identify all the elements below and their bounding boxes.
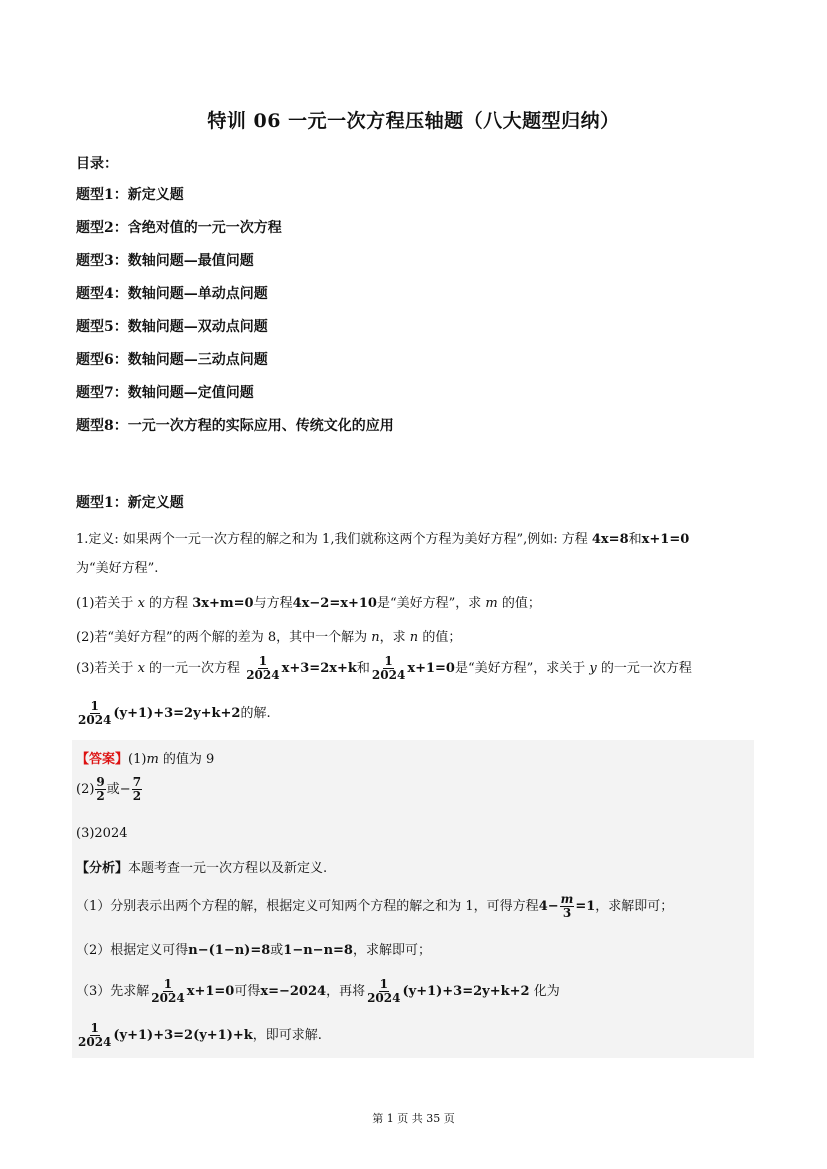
equation: 3x+m=0 bbox=[192, 596, 254, 611]
answer-2 bbox=[76, 776, 143, 803]
fraction: $\frac{1}{2024}$ bbox=[78, 1021, 112, 1049]
text: 是“美好方程”，求关于 bbox=[454, 661, 586, 676]
fraction: $\frac{m}{3}$ bbox=[560, 892, 574, 920]
toc-item: 题型6：数轴问题—三动点问题 bbox=[76, 352, 268, 368]
text: 的值为 9 bbox=[162, 752, 215, 767]
text: 的方程 bbox=[149, 596, 189, 611]
toc-item: 题型2：含绝对值的一元一次方程 bbox=[76, 220, 282, 236]
text: ，求解即可； bbox=[595, 899, 674, 914]
equation: =1 bbox=[575, 899, 596, 914]
equation: x+1=0 bbox=[641, 532, 690, 547]
text: 的解. bbox=[240, 706, 271, 721]
section-heading: 题型1：新定义题 bbox=[76, 495, 184, 511]
text: 是“美好方程”，求 bbox=[376, 596, 482, 611]
var-x: x bbox=[137, 596, 145, 611]
sub-question-2 bbox=[76, 626, 461, 645]
fraction: $\frac{1}{2024}$ bbox=[246, 654, 280, 682]
equation: x+1=0 bbox=[407, 661, 455, 676]
text: ，求解即可； bbox=[352, 943, 431, 958]
text: 的一元一次方程 bbox=[149, 661, 241, 676]
analysis-step-1 bbox=[76, 893, 673, 920]
analysis-step-2 bbox=[76, 939, 431, 958]
equation: (y+1)+3=2(y+1)+k bbox=[113, 1028, 253, 1043]
analysis-label: 【分析】 bbox=[76, 861, 129, 876]
fraction: $\frac{9}{2}$ bbox=[96, 775, 105, 803]
equation: x+3=2x+k bbox=[281, 661, 357, 676]
text: ，求 bbox=[379, 630, 406, 645]
fraction: $\frac{1}{2024}$ bbox=[371, 654, 406, 682]
text: 和 bbox=[356, 661, 370, 676]
sub-question-3-cont bbox=[76, 700, 271, 727]
fraction: $\frac{1}{2024}$ bbox=[151, 977, 185, 1005]
equation: x+1=0 bbox=[186, 984, 235, 999]
equation: 4x−2=x+10 bbox=[292, 596, 377, 611]
var-x: x bbox=[137, 661, 145, 676]
var-m: m bbox=[146, 752, 159, 767]
fraction: $\frac{1}{2024}$ bbox=[367, 977, 401, 1005]
analysis-step-3 bbox=[76, 978, 560, 1005]
var-y: y bbox=[589, 661, 597, 676]
answer-3: (3)2024 bbox=[76, 826, 128, 841]
analysis bbox=[76, 857, 327, 876]
equation: 1−n−n=8 bbox=[283, 943, 353, 958]
toc-item: 题型8：一元一次方程的实际应用、传统文化的应用 bbox=[76, 418, 394, 434]
text: 的值； bbox=[501, 596, 541, 611]
text: ，再将 bbox=[326, 984, 366, 999]
question-intro bbox=[76, 528, 689, 547]
fraction: $\frac{7}{2}$ bbox=[132, 775, 142, 803]
text: (1) bbox=[128, 752, 147, 767]
sub-question-1 bbox=[76, 592, 541, 611]
text: （2）根据定义可得 bbox=[76, 943, 189, 958]
text: 和 bbox=[628, 532, 642, 547]
text: 的值； bbox=[422, 630, 462, 645]
text: 或− bbox=[106, 782, 131, 797]
sub-question-3 bbox=[76, 655, 692, 682]
text: 1.定义: 如果两个一元一次方程的解之和为 1,我们就称这两个方程为美好方程”,例如: 方程 bbox=[76, 532, 588, 547]
text: 本题考查一元一次方程以及新定义. bbox=[128, 861, 328, 876]
equation: 4− bbox=[538, 899, 559, 914]
text: 的一元一次方程 bbox=[600, 661, 692, 676]
toc-item: 题型1：新定义题 bbox=[76, 187, 184, 203]
toc-item: 题型5：数轴问题—双动点问题 bbox=[76, 319, 268, 335]
equation: n−(1−n)=8 bbox=[188, 943, 271, 958]
equation: (y+1)+3=2y+k+2 bbox=[113, 706, 241, 721]
toc-item: 题型4：数轴问题—单动点问题 bbox=[76, 286, 268, 302]
toc-heading: 目录： bbox=[76, 156, 118, 172]
question-intro-cont: 为“美好方程”. bbox=[76, 561, 159, 576]
var-n: n bbox=[409, 630, 419, 645]
text: (3)若关于 bbox=[76, 661, 134, 676]
text: (1)若关于 bbox=[76, 596, 134, 611]
toc-item: 题型7：数轴问题—定值问题 bbox=[76, 385, 254, 401]
text: 或 bbox=[270, 943, 284, 958]
text: (2)若“美好方程”的两个解的差为 8，其中一个解为 bbox=[76, 630, 368, 645]
text: (2) bbox=[76, 782, 95, 797]
answer-label: 【答案】 bbox=[76, 752, 129, 767]
page-title: 特训 06 一元一次方程压轴题（八大题型归纳） bbox=[207, 110, 620, 132]
var-n: n bbox=[371, 630, 380, 645]
text: ，即可求解. bbox=[252, 1028, 322, 1043]
equation: 4x=8 bbox=[591, 532, 629, 547]
analysis-step-3-cont bbox=[76, 1022, 322, 1049]
var-m: m bbox=[485, 596, 498, 611]
text: 化为 bbox=[533, 984, 560, 999]
equation: x=−2024 bbox=[260, 984, 327, 999]
answer-1 bbox=[76, 748, 214, 767]
text: （1）分别表示出两个方程的解，根据定义可知两个方程的解之和为 1，可得方程 bbox=[76, 899, 539, 914]
page-footer: 第 1 页 共 35 页 bbox=[372, 1112, 455, 1125]
text: 与方程 bbox=[253, 596, 293, 611]
text: 可得 bbox=[234, 984, 261, 999]
toc-item: 题型3：数轴问题—最值问题 bbox=[76, 253, 254, 269]
equation: (y+1)+3=2y+k+2 bbox=[402, 984, 530, 999]
fraction: $\frac{1}{2024}$ bbox=[78, 699, 112, 727]
text: （3）先求解 bbox=[76, 984, 150, 999]
